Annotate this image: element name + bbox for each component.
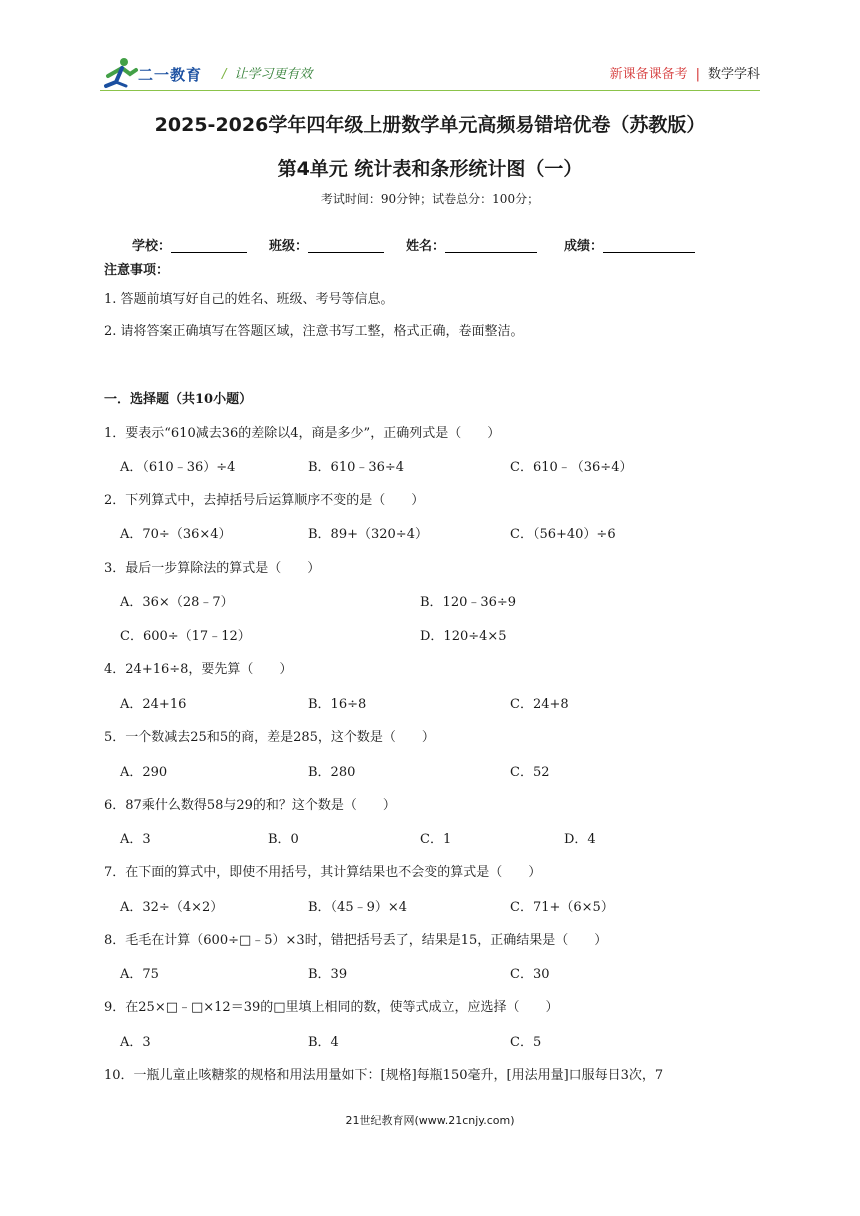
question-6: 6．87乘什么数得58与29的和？这个数是（ ） <box>104 798 396 813</box>
field-class-label: 班级： <box>269 239 309 254</box>
header-tag-subject: 数学学科 <box>707 67 760 82</box>
question-option: A．（610﹣36）÷4 <box>120 460 236 475</box>
question-option: D．120÷4×5 <box>420 629 507 644</box>
question-option: B．89+（320÷4） <box>308 527 428 542</box>
question-option: A．36×（28﹣7） <box>120 595 234 610</box>
exam-info: 考试时间：90分钟；试卷总分：100分； <box>320 192 540 206</box>
slash-icon: / <box>222 67 227 82</box>
question-option: A．32÷（4×2） <box>120 900 224 915</box>
question-option: C．（56+40）÷6 <box>510 527 616 542</box>
field-score-label: 成绩： <box>564 239 604 254</box>
question-option: C．24+8 <box>510 697 569 712</box>
note-item: 1. 答题前填写好自己的姓名、班级、考号等信息。 <box>104 292 394 307</box>
question-option: C．52 <box>510 765 550 780</box>
field-score-blank <box>603 238 695 253</box>
field-class-blank <box>308 238 384 253</box>
field-name-label: 姓名： <box>406 239 446 254</box>
slogan-text: 让学习更有效 <box>234 67 313 82</box>
question-option: C．610﹣（36÷4） <box>510 460 633 475</box>
question-9: 9．在25×□﹣□×12＝39的□里填上相同的数，使等式成立，应选择（ ） <box>104 1000 559 1015</box>
question-option: C．5 <box>510 1035 542 1050</box>
question-option: C．30 <box>510 967 550 982</box>
header-divider <box>100 90 760 91</box>
page-subtitle: 第4单元 统计表和条形统计图（一） <box>277 158 583 180</box>
question-option: B．120﹣36÷9 <box>420 595 517 610</box>
question-3: 3．最后一步算除法的算式是（ ） <box>104 561 321 576</box>
question-2: 2．下列算式中，去掉括号后运算顺序不变的是（ ） <box>104 493 425 508</box>
question-option: C．1 <box>420 832 452 847</box>
question-10: 10．一瓶儿童止咳糖浆的规格和用法用量如下：[规格]每瓶150毫升，[用法用量]口服每日3次，7 <box>104 1068 664 1083</box>
field-school-blank <box>171 238 247 253</box>
header-separator: | <box>695 67 700 82</box>
question-option: A．24+16 <box>120 697 187 712</box>
question-option: A．3 <box>120 1035 151 1050</box>
logo-text: 二一教育 <box>138 66 203 84</box>
note-item: 2. 请将答案正确填写在答题区域，注意书写工整，格式正确，卷面整洁。 <box>104 324 524 339</box>
question-option: A．3 <box>120 832 151 847</box>
section-title: 一．选择题（共10小题） <box>104 392 253 407</box>
field-school-label: 学校： <box>132 239 172 254</box>
question-1: 1．要表示“610减去36的差除以4，商是多少”，正确列式是（ ） <box>104 426 501 441</box>
question-5: 5．一个数减去25和5的商，差是285，这个数是（ ） <box>104 730 435 745</box>
question-option: A．75 <box>120 967 159 982</box>
question-option: B．39 <box>308 967 348 982</box>
page-footer: 21世纪教育网(www.21cnjy.com) <box>345 1114 515 1127</box>
field-class <box>269 235 384 254</box>
question-option: A．70÷（36×4） <box>120 527 232 542</box>
question-option: C．600÷（17﹣12） <box>120 629 251 644</box>
field-name-blank <box>445 238 537 253</box>
question-option: C．71+（6×5） <box>510 900 614 915</box>
slogan <box>222 63 312 82</box>
question-option: B．（45﹣9）×4 <box>308 900 408 915</box>
field-score <box>564 235 695 254</box>
question-option: D．4 <box>564 832 596 847</box>
question-option: B．610﹣36÷4 <box>308 460 405 475</box>
question-option: B．4 <box>308 1035 339 1050</box>
page-header <box>100 56 760 90</box>
question-option: A．290 <box>120 765 168 780</box>
header-right <box>610 63 760 82</box>
field-school <box>132 235 247 254</box>
field-name <box>406 235 537 254</box>
runner-logo-icon <box>100 56 140 90</box>
page-title: 2025-2026学年四年级上册数学单元高频易错培优卷（苏教版） <box>154 114 706 136</box>
question-option: B．0 <box>268 832 299 847</box>
question-8: 8．毛毛在计算（600÷□﹣5）×3时，错把括号丢了，结果是15，正确结果是（ ） <box>104 933 608 948</box>
question-option: B．280 <box>308 765 356 780</box>
header-tag-prep: 新课备课备考 <box>609 67 688 82</box>
logo <box>100 56 212 90</box>
question-option: B．16÷8 <box>308 697 367 712</box>
question-7: 7．在下面的算式中，即使不用括号，其计算结果也不会变的算式是（ ） <box>104 865 542 880</box>
notes-title: 注意事项： <box>104 263 170 278</box>
question-4: 4．24+16÷8，要先算（ ） <box>104 662 293 677</box>
